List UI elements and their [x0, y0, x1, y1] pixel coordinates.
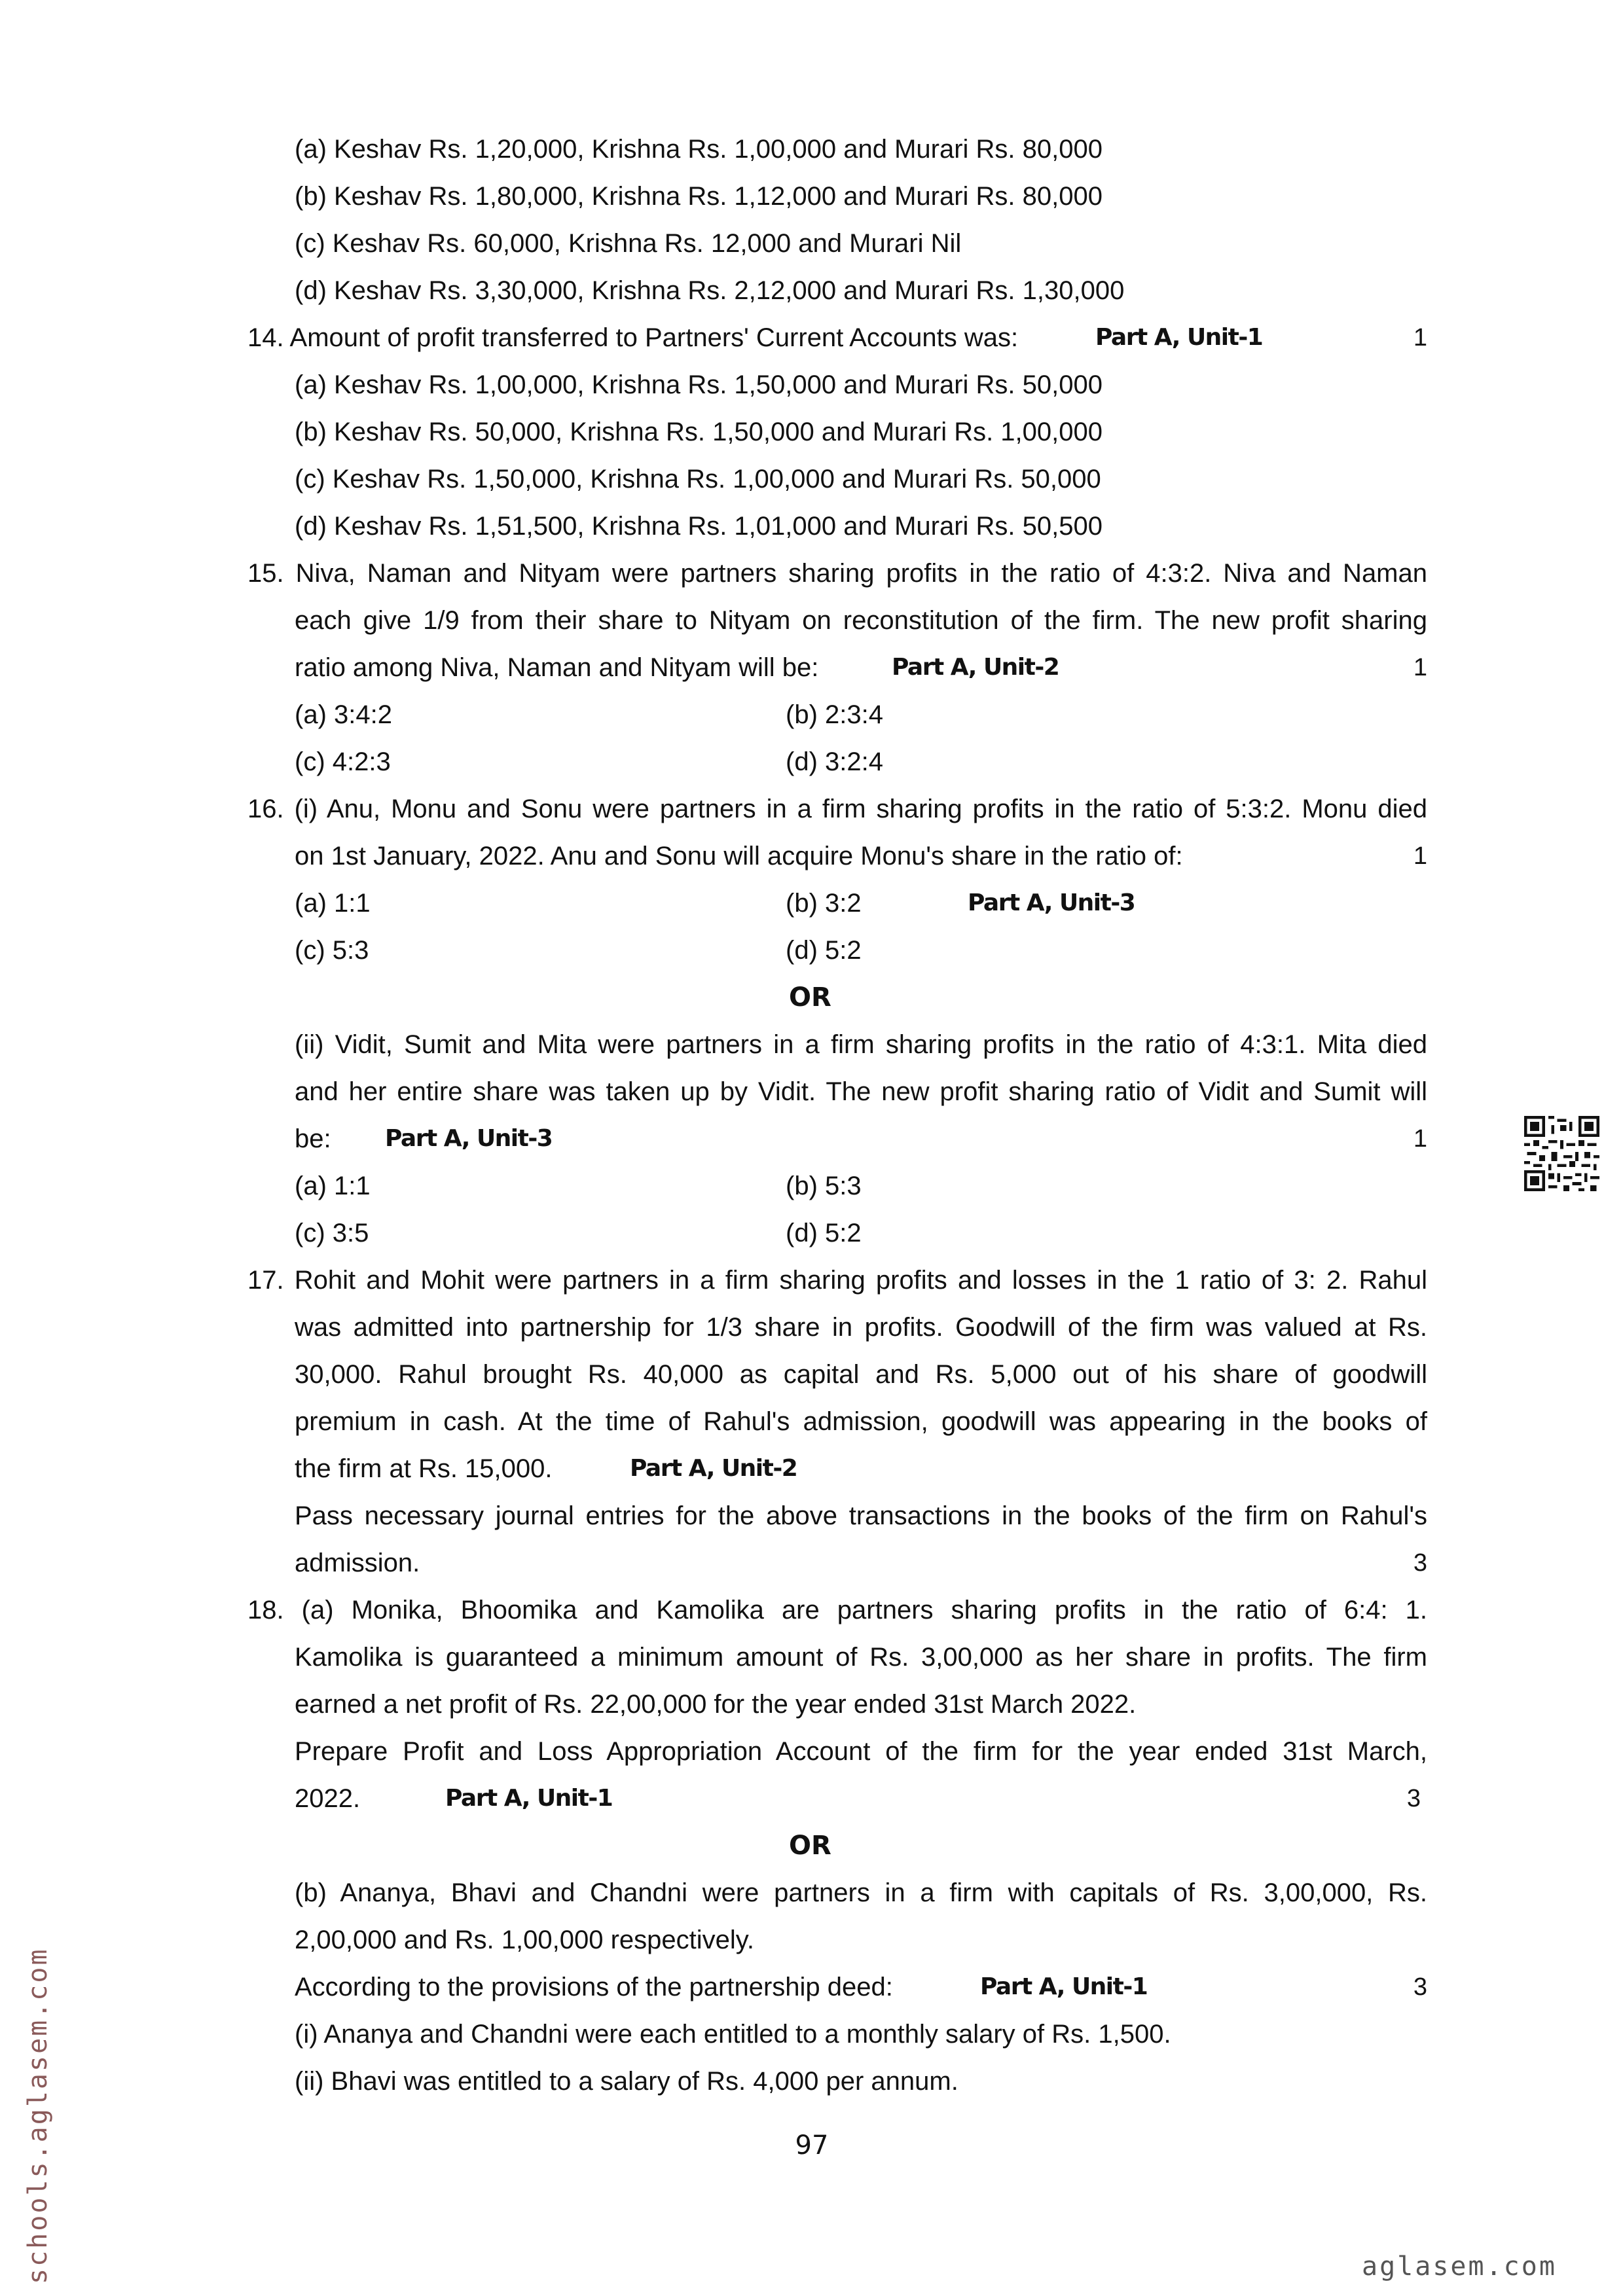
- q16-ii-line-2: and her entire share was taken up by Vidit. The new profit sharing ratio of Vidit and Sumit will: [295, 1077, 1427, 1106]
- q18-b-line-5: (ii) Bhavi was entitled to a salary of Rs. 4,000 per annum.: [295, 2067, 958, 2096]
- q16-or-divider: OR: [789, 982, 831, 1013]
- q18-b-line-3: According to the provisions of the partnership deed:: [295, 1973, 893, 2001]
- q18-b-line-1: (b) Ananya, Bhavi and Chandni were partners in a firm with capitals of Rs. 3,00,000, Rs.: [295, 1878, 1427, 1907]
- q18-a-line-1: 18. (a) Monika, Bhoomika and Kamolika are partners sharing profits in the ratio of 6:4: 1.: [247, 1596, 1427, 1624]
- q17-instruction-line-2: admission.: [295, 1549, 420, 1577]
- q18-a-line-5: 2022.: [295, 1784, 361, 1813]
- q13-option-c: (c) Keshav Rs. 60,000, Krishna Rs. 12,000 and Murari Nil: [295, 229, 962, 258]
- q13-option-a: (a) Keshav Rs. 1,20,000, Krishna Rs. 1,00,000 and Murari Rs. 80,000: [295, 135, 1103, 164]
- q17-marks: 3: [1413, 1549, 1427, 1577]
- q14-option-a: (a) Keshav Rs. 1,00,000, Krishna Rs. 1,50,000 and Murari Rs. 50,000: [295, 370, 1103, 399]
- q14-question: 14. Amount of profit transferred to Partners' Current Accounts was:: [247, 323, 1019, 352]
- q17-line-3: 30,000. Rahul brought Rs. 40,000 as capital and Rs. 5,000 out of his share of goodwill: [295, 1360, 1427, 1389]
- q16-i-syllabus-tag: Part A, Unit-3: [968, 889, 1135, 916]
- q18-a-syllabus-tag: Part A, Unit-1: [445, 1785, 613, 1812]
- q17-line-1: 17. Rohit and Mohit were partners in a firm sharing profits and losses in the 1 ratio of 3: 2. Rahul: [247, 1266, 1427, 1295]
- q16-i-option-d: (d) 5:2: [786, 936, 862, 965]
- q15-syllabus-tag: Part A, Unit-2: [892, 654, 1059, 681]
- q15-option-b: (b) 2:3:4: [786, 700, 883, 729]
- q18-a-line-2: Kamolika is guaranteed a minimum amount of Rs. 3,00,000 as her share in profits. The firm: [295, 1643, 1427, 1672]
- watermark-right[interactable]: aglasem.com: [1362, 2251, 1557, 2282]
- q16-ii-option-a: (a) 1:1: [295, 1172, 371, 1200]
- q17-line-4: premium in cash. At the time of Rahul's admission, goodwill was appearing in the books of: [295, 1407, 1427, 1436]
- q14-option-b: (b) Keshav Rs. 50,000, Krishna Rs. 1,50,000 and Murari Rs. 1,00,000: [295, 418, 1103, 446]
- q15-option-d: (d) 3:2:4: [786, 747, 883, 776]
- q16-ii-option-b: (b) 5:3: [786, 1172, 862, 1200]
- q16-ii-line-1: (ii) Vidit, Sumit and Mita were partners in a firm sharing profits in the ratio of 4:3:1. Mita died: [295, 1030, 1427, 1059]
- q15-line-1: 15. Niva, Naman and Nityam were partners sharing profits in the ratio of 4:3:2. Niva and Naman: [247, 559, 1427, 588]
- q17-syllabus-tag: Part A, Unit-2: [630, 1455, 797, 1482]
- q13-option-b: (b) Keshav Rs. 1,80,000, Krishna Rs. 1,12,000 and Murari Rs. 80,000: [295, 182, 1103, 211]
- q16-ii-line-3: be:: [295, 1124, 331, 1153]
- q18-a-line-4: Prepare Profit and Loss Appropriation Account of the firm for the year ended 31st March,: [295, 1737, 1427, 1766]
- q16-ii-marks: 1: [1413, 1125, 1427, 1153]
- q18-b-line-4: (i) Ananya and Chandni were each entitled to a monthly salary of Rs. 1,500.: [295, 2020, 1171, 2049]
- q17-line-5: the firm at Rs. 15,000.: [295, 1454, 553, 1483]
- q18-b-marks: 3: [1413, 1973, 1427, 2001]
- q15-marks: 1: [1413, 654, 1427, 681]
- q16-ii-option-d: (d) 5:2: [786, 1219, 862, 1247]
- q18-a-line-3: earned a net profit of Rs. 22,00,000 for the year ended 31st March 2022.: [295, 1690, 1137, 1719]
- q18-or-divider: OR: [789, 1831, 831, 1861]
- q14-option-c: (c) Keshav Rs. 1,50,000, Krishna Rs. 1,00,000 and Murari Rs. 50,000: [295, 465, 1101, 493]
- q18-b-line-2: 2,00,000 and Rs. 1,00,000 respectively.: [295, 1926, 754, 1954]
- q15-line-2: each give 1/9 from their share to Nityam on reconstitution of the firm. The new profit sharing: [295, 606, 1427, 635]
- q16-i-option-b: (b) 3:2: [786, 889, 862, 918]
- q17-line-2: was admitted into partnership for 1/3 share in profits. Goodwill of the firm was valued at Rs.: [295, 1313, 1427, 1342]
- q16-i-line-2: on 1st January, 2022. Anu and Sonu will acquire Monu's share in the ratio of:: [295, 842, 1183, 870]
- q18-b-syllabus-tag: Part A, Unit-1: [980, 1973, 1148, 2000]
- q18-a-marks: 3: [1406, 1785, 1421, 1812]
- q15-option-c: (c) 4:2:3: [295, 747, 391, 776]
- qr-code-icon[interactable]: [1524, 1116, 1599, 1191]
- q16-ii-option-c: (c) 3:5: [295, 1219, 369, 1247]
- q14-option-d: (d) Keshav Rs. 1,51,500, Krishna Rs. 1,01,000 and Murari Rs. 50,500: [295, 512, 1103, 541]
- page-number: 97: [795, 2130, 829, 2161]
- q16-i-option-c: (c) 5:3: [295, 936, 369, 965]
- q14-marks: 1: [1413, 324, 1427, 351]
- q14-syllabus-tag: Part A, Unit-1: [1095, 324, 1263, 351]
- q16-i-option-a: (a) 1:1: [295, 889, 371, 918]
- q16-ii-syllabus-tag: Part A, Unit-3: [385, 1125, 553, 1152]
- q16-i-marks: 1: [1413, 842, 1427, 870]
- q15-option-a: (a) 3:4:2: [295, 700, 392, 729]
- q15-line-3: ratio among Niva, Naman and Nityam will be:: [295, 653, 819, 682]
- q16-i-line-1: 16. (i) Anu, Monu and Sonu were partners in a firm sharing profits in the ratio of 5:3:2. Monu died: [247, 795, 1427, 823]
- q17-instruction-line-1: Pass necessary journal entries for the above transactions in the books of the firm on Rahul's: [295, 1501, 1427, 1530]
- watermark-left: schools.aglasem.com: [23, 1947, 53, 2284]
- q13-option-d: (d) Keshav Rs. 3,30,000, Krishna Rs. 2,12,000 and Murari Rs. 1,30,000: [295, 276, 1125, 305]
